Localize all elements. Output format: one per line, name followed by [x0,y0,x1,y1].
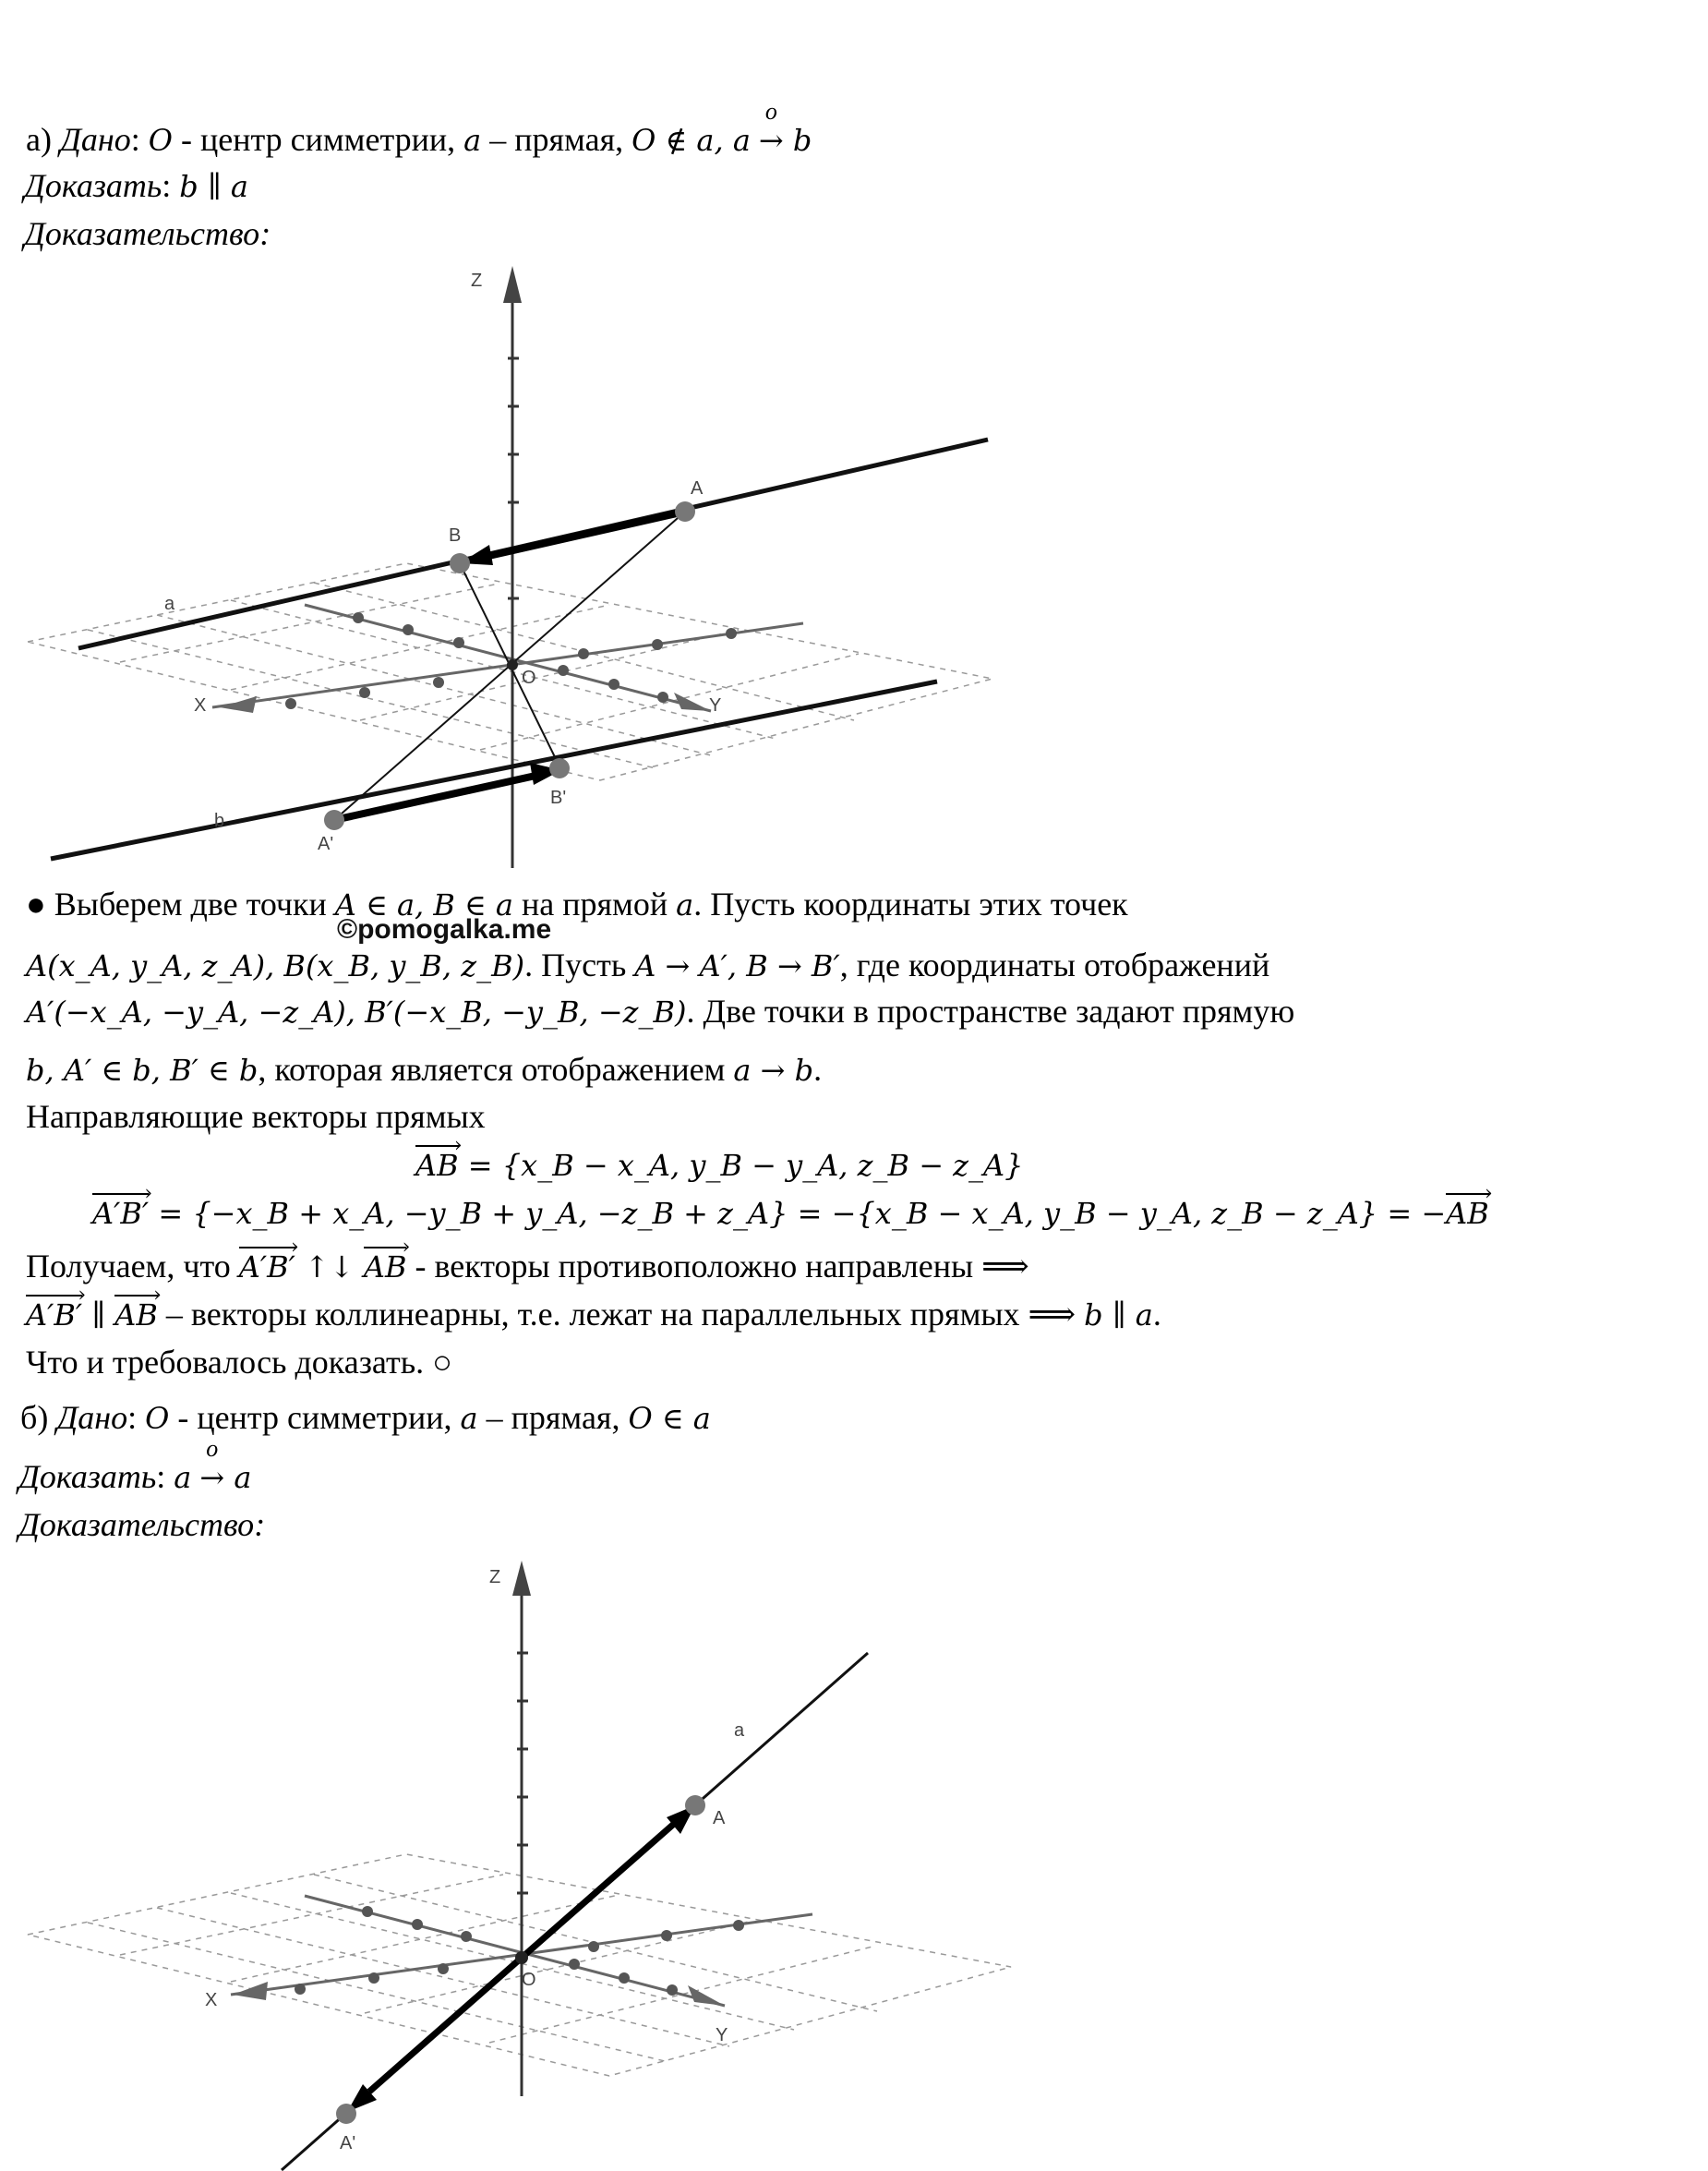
point-o-b [515,1951,528,1964]
point-a1 [324,810,344,830]
body-line-1: ● Выберем две точки A ∈ a, B ∈ a на прямой a. Пусть координаты этих точек [26,886,1128,923]
label-line-b: b [214,811,225,831]
label-point-a: A [691,478,704,499]
label-z: Z [471,271,483,291]
label-line-a-b: a [734,1720,745,1741]
label-point-a-b: A [713,1808,726,1828]
watermark: ©pomogalka.me [337,914,552,945]
part-a-proof-label: Доказательство: [24,215,271,252]
body-line-3: A′(−x_A, −y_A, −z_A), B′(−x_B, −y_B, −z_B). Две точки в пространстве задают прямую [26,993,1295,1030]
part-b-prove: Доказать: a o → a [18,1435,252,1495]
body-line-2: A(x_A, y_A, z_A), B(x_B, y_B, z_B). Пусть A → A′, B → B′, где координаты отображений [26,947,1270,983]
label-point-b1: B' [550,788,567,808]
part-b-proof-label: Доказательство: [18,1506,266,1543]
body-line-10: Что и требовалось доказать. ○ [26,1344,452,1381]
point-b [450,553,470,573]
map-arrow: o → [758,98,784,158]
line-b [51,681,937,859]
label-y: Y [709,695,722,716]
vector-ab [485,512,685,557]
equation-ab: AB › = {x_B − x_A, y_B − y_A, z_B − z_A} [415,1143,1708,1187]
part-a-given: а) Дано: O - центр симметрии, a – прямая, O ∉ a, a o → b [26,118,1318,162]
figure-a [0,259,1016,868]
body-line-5: Направляющие векторы прямых [26,1098,486,1135]
label-z-b: Z [489,1567,501,1587]
given-label: Дано [59,121,131,158]
body-line-9: A′B′ › ∥ AB › – векторы коллинеарны, т.е. лежат на параллельных прямых ⟹ b ∥ a. [26,1293,1318,1336]
part-b-given: б) Дано: O - центр симметрии, a – прямая, O ∈ a [20,1399,711,1436]
point-a-b [685,1795,705,1815]
label-x-b: X [205,1990,218,2010]
point-o [507,659,518,670]
body-line-4: b, A′ ∈ b, B′ ∈ b, которая является отображением a → b. [26,1051,823,1088]
vector-oa1 [369,1958,522,2092]
figure-b [0,1561,1016,2170]
label-x: X [194,695,207,716]
body-line-8: Получаем, что A′B′ › ↑↓ AB › - векторы противоположно направлены ⟹ [26,1245,1318,1288]
part-a-prove: Доказать: b ∥ a [24,167,248,204]
label-point-a1: A' [318,834,334,854]
equation-a1b1: A′B′ › = {−x_B + x_A, −y_B + y_A, −z_B + z_A} = −{x_B − x_A, y_B − y_A, z_B − z_A} = −AB › [92,1191,1385,1235]
point-a1-b [336,2104,356,2124]
label-point-b: B [449,525,462,546]
label-point-a1-b: A' [340,2133,356,2153]
label-o-b: O [522,1970,536,1990]
label-y-b: Y [716,2025,728,2045]
point-b1 [549,758,570,778]
label-o: O [522,668,536,688]
point-a [675,501,695,522]
label-line-a: a [164,594,175,614]
